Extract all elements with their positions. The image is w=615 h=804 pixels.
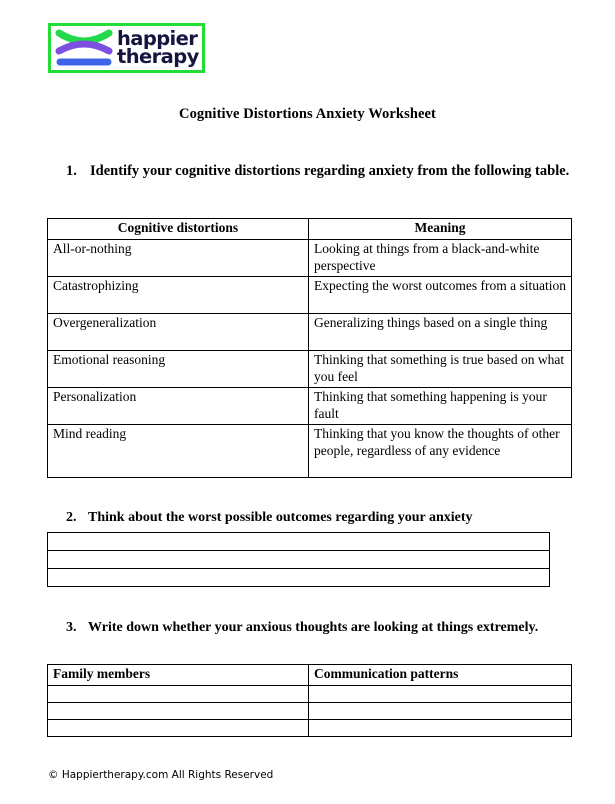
question-3-number: 3. xyxy=(66,620,77,635)
family-communication-table[interactable] xyxy=(47,664,572,737)
copyright-footer: © Happiertherapy.com All Rights Reserved xyxy=(48,769,274,781)
page-title: Cognitive Distortions Anxiety Worksheet xyxy=(179,106,436,122)
cell-meaning: Looking at things from a black-and-white perspective xyxy=(309,240,572,277)
cell-distortion: Catastrophizing xyxy=(48,277,309,314)
answer-cell[interactable] xyxy=(48,569,550,587)
question-3-text: Write down whether your anxious thoughts are looking at things extremely. xyxy=(88,620,539,635)
cell-distortion: Emotional reasoning xyxy=(48,351,309,388)
table-row[interactable] xyxy=(48,686,572,703)
brand-logo xyxy=(48,23,205,73)
table-row xyxy=(48,314,572,351)
cell-distortion: Overgeneralization xyxy=(48,314,309,351)
worst-outcomes-answer-table[interactable] xyxy=(47,532,550,587)
table-header-row xyxy=(48,219,572,240)
question-3 xyxy=(66,619,571,638)
question-1-number: 1. xyxy=(66,163,77,179)
answer-cell[interactable] xyxy=(48,533,550,551)
cognitive-distortions-table xyxy=(47,218,572,478)
cell-distortion: Mind reading xyxy=(48,425,309,478)
cell-meaning: Generalizing things based on a single thing xyxy=(309,314,572,351)
question-1 xyxy=(66,162,571,182)
table-row xyxy=(48,425,572,478)
table-row[interactable] xyxy=(48,569,550,587)
logo-word-line1: happier xyxy=(117,27,198,51)
cell-meaning: Thinking that you know the thoughts of other people, regardless of any evidence xyxy=(309,425,572,478)
question-2 xyxy=(66,509,571,528)
table-row xyxy=(48,277,572,314)
question-1-text: Identify your cognitive distortions regarding anxiety from the following table. xyxy=(90,163,570,179)
table-row[interactable] xyxy=(48,551,550,569)
table-row xyxy=(48,240,572,277)
answer-cell-family[interactable] xyxy=(48,686,309,703)
table-row[interactable] xyxy=(48,720,572,737)
table-row[interactable] xyxy=(48,703,572,720)
question-2-number: 2. xyxy=(66,510,77,525)
table-row xyxy=(48,351,572,388)
column-header-communication-patterns: Communication patterns xyxy=(309,665,572,686)
answer-cell-family[interactable] xyxy=(48,720,309,737)
logo-mark-icon xyxy=(55,27,113,69)
table-header-row xyxy=(48,665,572,686)
table-row[interactable] xyxy=(48,533,550,551)
answer-cell-communication[interactable] xyxy=(309,720,572,737)
table-row xyxy=(48,388,572,425)
column-header-meaning: Meaning xyxy=(309,219,572,240)
logo-word-line2: therapy xyxy=(117,45,199,68)
cell-meaning: Expecting the worst outcomes from a situation xyxy=(309,277,572,314)
column-header-distortion: Cognitive distortions xyxy=(48,219,309,240)
cell-distortion: All-or-nothing xyxy=(48,240,309,277)
answer-cell-communication[interactable] xyxy=(309,686,572,703)
answer-cell[interactable] xyxy=(48,551,550,569)
answer-cell-communication[interactable] xyxy=(309,703,572,720)
column-header-family-members: Family members xyxy=(48,665,309,686)
question-2-text: Think about the worst possible outcomes regarding your anxiety xyxy=(88,510,473,525)
logo-wordmark xyxy=(117,27,199,68)
cell-meaning: Thinking that something is true based on what you feel xyxy=(309,351,572,388)
cell-distortion: Personalization xyxy=(48,388,309,425)
answer-cell-family[interactable] xyxy=(48,703,309,720)
cell-meaning: Thinking that something happening is your fault xyxy=(309,388,572,425)
